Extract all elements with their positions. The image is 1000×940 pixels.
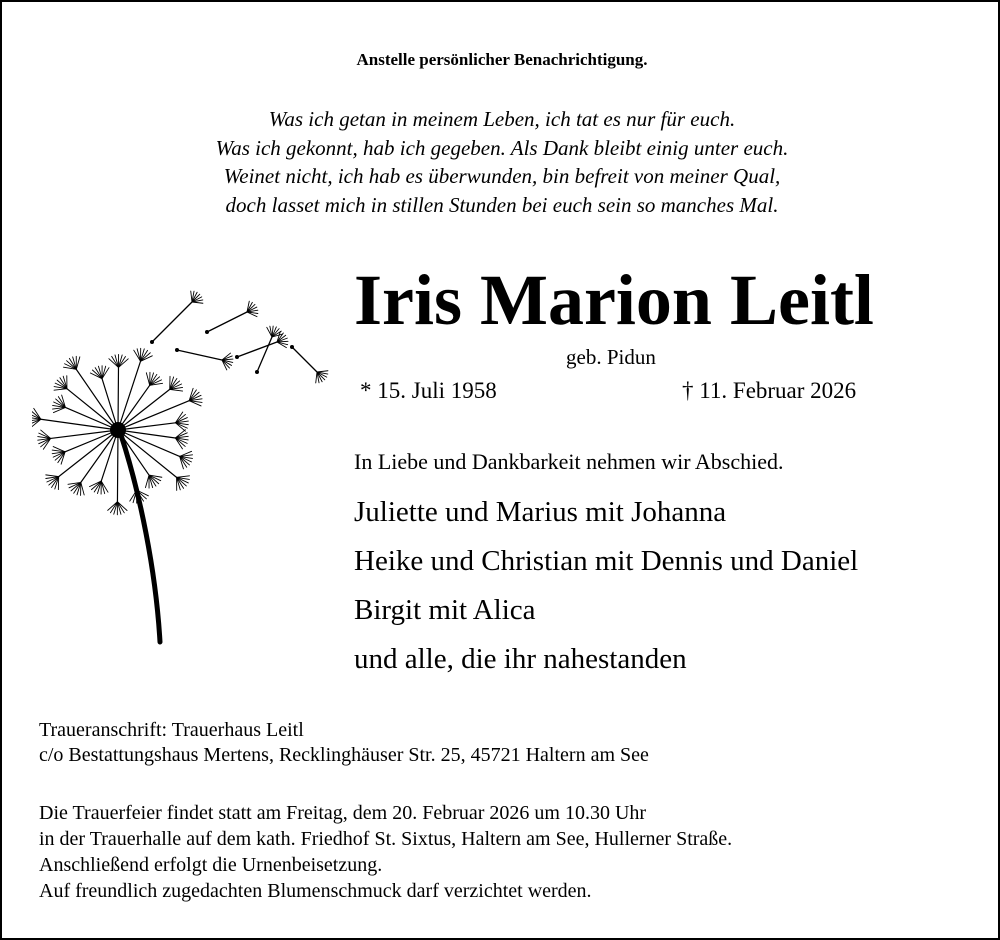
poem [2, 105, 1000, 219]
deceased-name: Iris Marion Leitl [354, 260, 874, 340]
mourner-entry: und alle, die ihr nahestanden [354, 643, 687, 675]
ceremony-line: Anschließend erfolgt die Urnenbeisetzung. [39, 854, 383, 876]
mourner-entry: Birgit mit Alica [354, 594, 536, 626]
poem-line: Was ich getan in meinem Leben, ich tat es nur für euch. [268, 107, 736, 131]
poem-line: doch lasset mich in stillen Stunden bei euch sein so manches Mal. [225, 192, 779, 217]
farewell-line: In Liebe und Dankbarkeit nehmen wir Abschied. [354, 449, 784, 474]
poem-line: Weinet nicht, ich hab es überwunden, bin befreit von meiner Qual, [223, 164, 781, 188]
dandelion-icon [32, 272, 342, 652]
ceremony-line: Die Trauerfeier findet statt am Freitag, dem 20. Februar 2026 um 10.30 Uhr [39, 802, 647, 824]
mourner-entry: Juliette und Marius mit Johanna [354, 496, 727, 528]
mourning-address [39, 718, 649, 768]
ceremony-info [39, 800, 732, 904]
birth-date: * 15. Juli 1958 [360, 378, 497, 403]
mourner-entry: Heike und Christian mit Dennis und Daniel [354, 545, 859, 577]
death-date: † 11. Februar 2026 [682, 378, 857, 403]
ceremony-line: in der Trauerhalle auf dem kath. Friedhof St. Sixtus, Haltern am See, Hullerner Straße. [39, 828, 733, 850]
notice-heading: Anstelle persönlicher Benachrichtigung. [356, 50, 648, 69]
mourners-list [354, 488, 858, 684]
birth-name: geb. Pidun [566, 345, 656, 369]
address-line: c/o Bestattungshaus Mertens, Recklinghäuser Str. 25, 45721 Haltern am See [39, 744, 649, 766]
ceremony-line: Auf freundlich zugedachten Blumenschmuck darf verzichtet werden. [39, 880, 592, 902]
address-line: Traueranschrift: Trauerhaus Leitl [39, 719, 304, 741]
poem-line: Was ich gekonnt, hab ich gegeben. Als Dank bleibt einig unter euch. [215, 135, 789, 160]
